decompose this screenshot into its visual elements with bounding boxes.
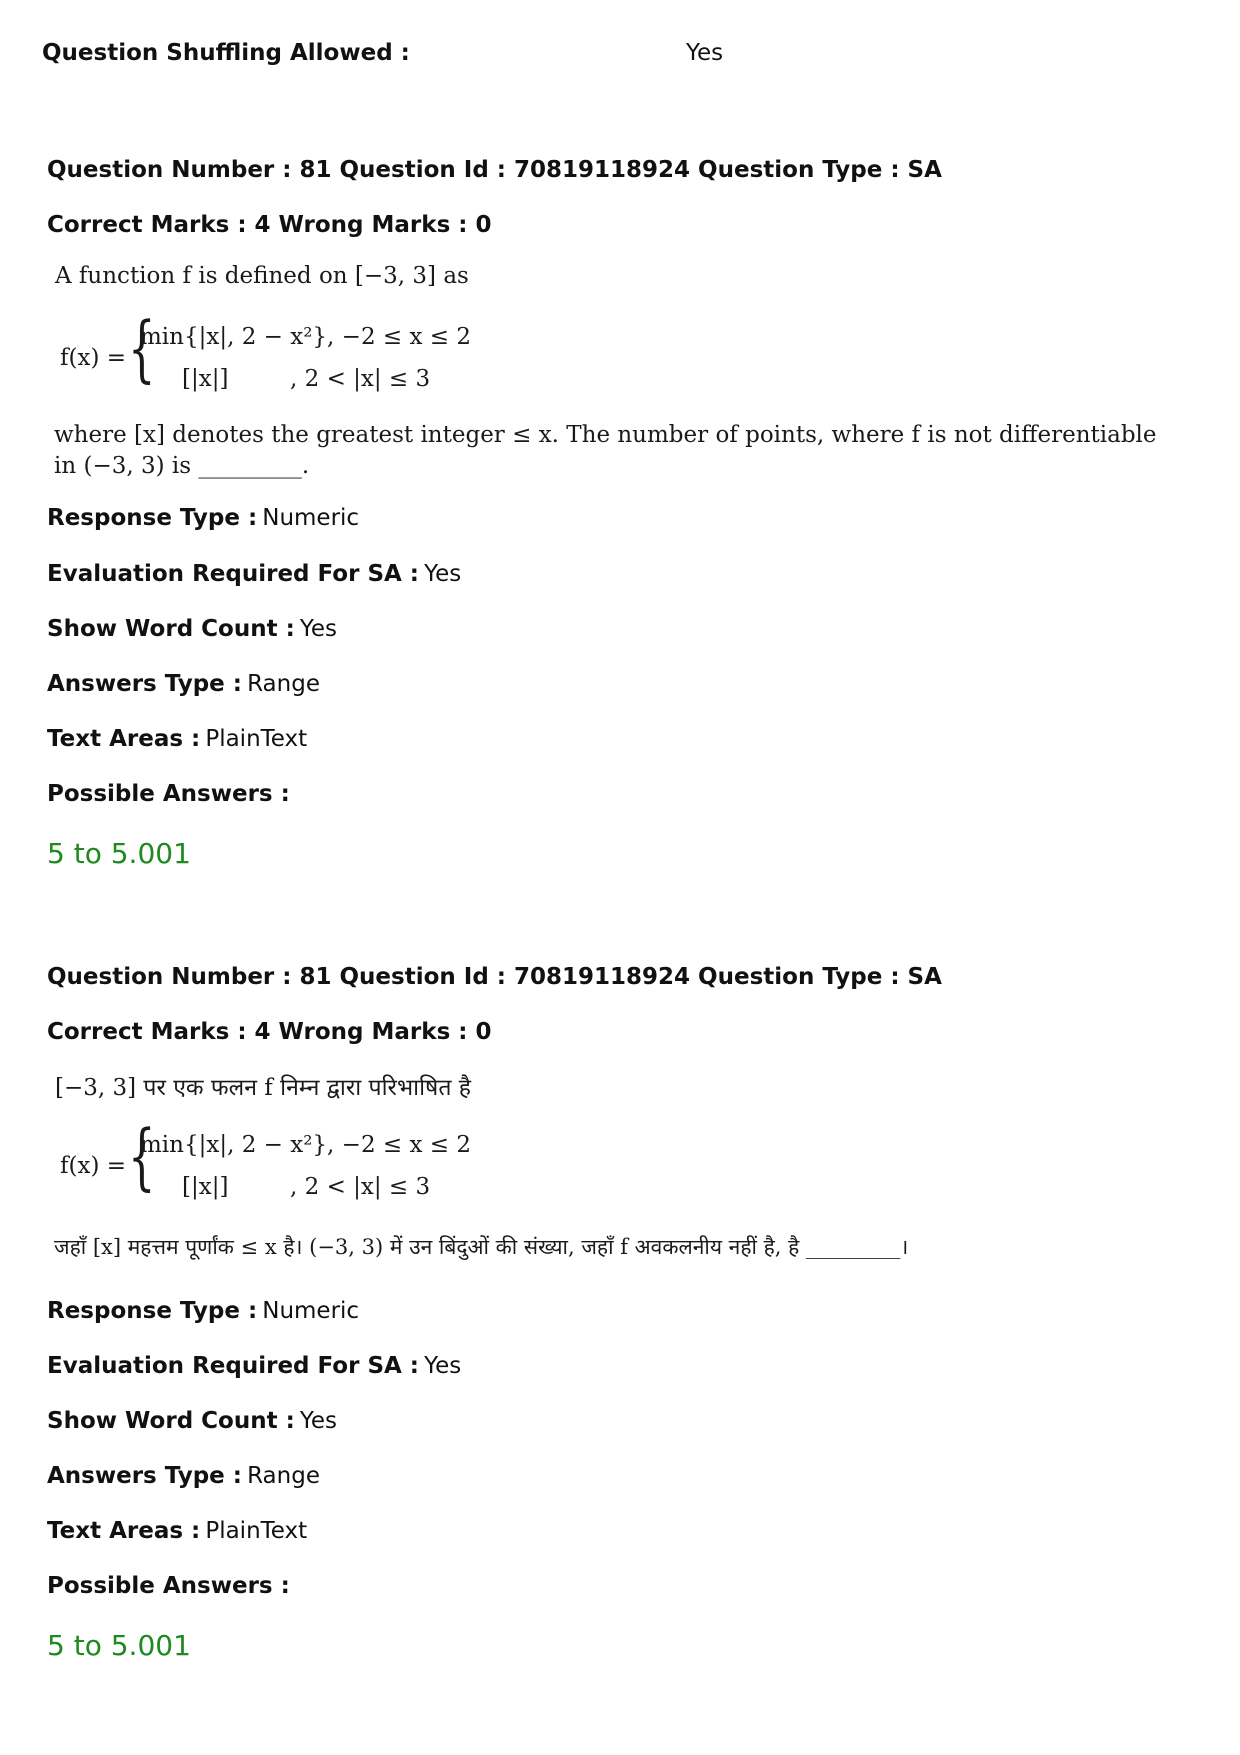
field-label: Response Type : — [47, 505, 258, 531]
question-meta: Question Number : 81 Question Id : 70819118924 Question Type : SA — [47, 157, 942, 183]
field-value: PlainText — [205, 1518, 308, 1544]
marks-line: Correct Marks : 4 Wrong Marks : 0 — [47, 212, 492, 238]
answers-type-row — [47, 671, 320, 697]
piecewise-case-1: min{|x|, 2 − x²}, −2 ≤ x ≤ 2 — [140, 1132, 471, 1158]
response-type-row — [47, 1298, 359, 1324]
field-label: Show Word Count : — [47, 1408, 295, 1434]
piecewise-case-1: min{|x|, 2 − x²}, −2 ≤ x ≤ 2 — [140, 324, 471, 350]
field-label: Possible Answers : — [47, 781, 290, 807]
field-label: Evaluation Required For SA : — [47, 561, 420, 587]
piecewise-case-2-cond: , 2 < |x| ≤ 3 — [290, 1174, 431, 1200]
possible-answers-row — [47, 1573, 290, 1599]
possible-answer-value: 5 to 5.001 — [47, 1629, 191, 1662]
field-value: Range — [247, 671, 320, 697]
question-text-line-1: where [x] denotes the greatest integer ≤ x. The number of points, where f is not differentiable — [54, 422, 1157, 448]
possible-answer-value: 5 to 5.001 — [47, 837, 191, 870]
question-intro: [−3, 3] पर एक फलन f निम्न द्वारा परिभाषित है — [55, 1075, 471, 1101]
piecewise-case-2-expr: [|x|] — [182, 366, 229, 392]
piecewise-case-2-cond: , 2 < |x| ≤ 3 — [290, 366, 431, 392]
field-label: Possible Answers : — [47, 1573, 290, 1599]
question-text-line-1: जहाँ [x] महत्तम पूर्णांक ≤ x है। (−3, 3) में उन बिंदुओं की संख्या, जहाँ f अवकलनीय नहीं है, है _________। — [54, 1235, 909, 1259]
marks-line: Correct Marks : 4 Wrong Marks : 0 — [47, 1019, 492, 1045]
shuffle-value: Yes — [686, 40, 724, 66]
piecewise-case-2-expr: [|x|] — [182, 1174, 229, 1200]
field-label: Response Type : — [47, 1298, 258, 1324]
field-value: Yes — [299, 616, 338, 642]
field-value: Yes — [299, 1408, 338, 1434]
field-label: Evaluation Required For SA : — [47, 1353, 420, 1379]
text-areas-row — [47, 1518, 307, 1544]
piecewise-brace: { — [128, 1114, 156, 1198]
evaluation-required-row — [47, 1353, 461, 1379]
field-value: Numeric — [262, 505, 360, 531]
show-word-count-row — [47, 1408, 337, 1434]
question-text-line-2: in (−3, 3) is _________. — [54, 453, 310, 479]
field-value: Numeric — [262, 1298, 360, 1324]
function-label: f(x) = — [60, 1153, 127, 1179]
field-value: PlainText — [205, 726, 308, 752]
response-type-row — [47, 505, 359, 531]
question-intro: A function f is defined on [−3, 3] as — [55, 263, 469, 289]
field-label: Answers Type : — [47, 671, 242, 697]
field-label: Answers Type : — [47, 1463, 242, 1489]
evaluation-required-row — [47, 561, 461, 587]
field-value: Yes — [424, 1353, 462, 1379]
field-value: Range — [247, 1463, 320, 1489]
piecewise-brace: { — [128, 306, 156, 390]
answers-type-row — [47, 1463, 320, 1489]
shuffle-label: Question Shuffling Allowed : — [42, 40, 410, 66]
possible-answers-row — [47, 781, 290, 807]
field-label: Text Areas : — [47, 726, 201, 752]
field-label: Text Areas : — [47, 1518, 201, 1544]
text-areas-row — [47, 726, 307, 752]
show-word-count-row — [47, 616, 337, 642]
question-meta: Question Number : 81 Question Id : 70819118924 Question Type : SA — [47, 964, 942, 990]
field-value: Yes — [424, 561, 462, 587]
field-label: Show Word Count : — [47, 616, 295, 642]
function-label: f(x) = — [60, 345, 127, 371]
